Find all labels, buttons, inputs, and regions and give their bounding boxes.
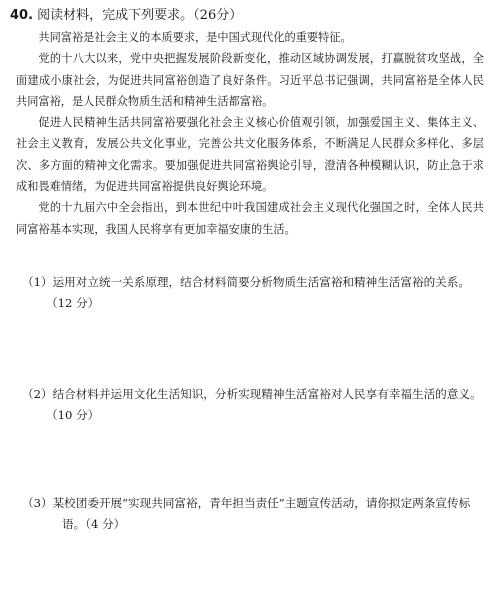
question-header: [10, 7, 242, 25]
sub-question-2-text: （2）结合材料并运用文化生活知识，分析实现精神生活富裕对人民享有幸福生活的意义。: [22, 387, 482, 401]
material-paragraph: 共同富裕是社会主义的本质要求，是中国式现代化的重要特征。: [38, 31, 352, 44]
sub-question-1-text: （1）运用对立统一关系原理，结合材料简要分析物质生活富裕和精神生活富裕的关系。: [22, 275, 470, 289]
material-paragraph: 促进人民精神生活共同富裕要强化社会主义核心价值观引领，加强爱国主义、集体主义、社会主义教育，发展公共文化事业，完善公共文化服务体系，不断满足人民群众多样化、多层次、多方面的精神文化需求。要加强促进共同富裕舆论引导，澄清各种模糊认识，防止急于求成和畏难情绪，为促进共同富裕提供良好舆论环境。: [16, 116, 484, 194]
material-paragraph: 党的十八大以来，党中央把握发展阶段新变化，推动区域协调发展，打赢脱贫攻坚战，全面建成小康社会，为促进共同富裕创造了良好条件。习近平总书记强调，共同富裕是全体人民共同富裕，是人民群众物质生活和精神生活都富裕。: [16, 52, 484, 108]
sub-question-2-score: （10 分）: [46, 408, 100, 422]
material-paragraph: 党的十九届六中全会指出，到本世纪中叶我国建成社会主义现代化强国之时，全体人民共同富裕基本实现，我国人民将享有更加幸福安康的生活。: [16, 201, 484, 236]
question-number: 40.: [10, 8, 34, 23]
sub-question-3: [22, 493, 488, 535]
question-instruction: 阅读材料，完成下列要求。（26分）: [37, 8, 243, 23]
sub-question-3-text: （3）某校团委开展“实现共同富裕，青年担当责任”主题宣传活动，请你拟定两条宣传标: [22, 496, 471, 510]
sub-question-3-text-continued: 语。（4 分）: [62, 517, 126, 531]
sub-question-1: [22, 272, 488, 314]
reading-material: [16, 27, 484, 240]
sub-question-1-score: （12 分）: [46, 296, 100, 310]
sub-question-2: [22, 384, 488, 426]
